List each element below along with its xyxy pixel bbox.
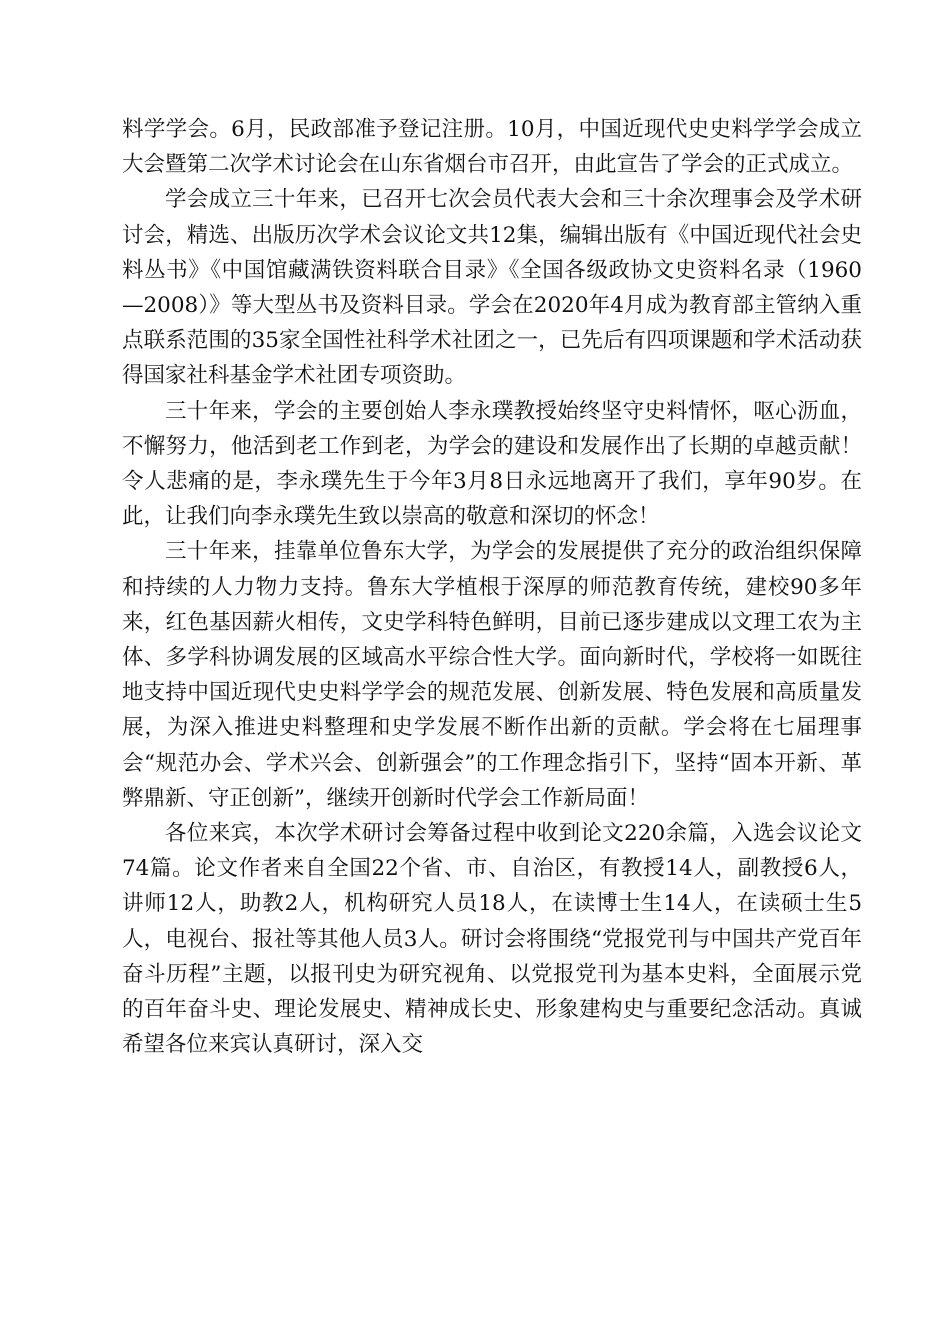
body-text [122, 112, 862, 1062]
paragraph-conference-papers: 各位来宾，本次学术研讨会筹备过程中收到论文220余篇，入选会议论文74篇。论文作者来自全国22个省、市、自治区，有教授14人，副教授6人，讲师12人，助教2人，机构研究人员18人，在读博士生14人，在读硕士生5人，电视台、报社等其他人员3人。研讨会将围绕“党报党刊与中国共产党百年奋斗历程”主题，以报刊史为研究视角、以党报党刊为基本史料，全面展示党的百年奋斗史、理论发展史、精神成长史、形象建构史与重要纪念活动。真诚希望各位来宾认真研讨，深入交 [122, 821, 862, 1058]
paragraph-host-university: 三十年来，挂靠单位鲁东大学，为学会的发展提供了充分的政治组织保障和持续的人力物力支持。鲁东大学植根于深厚的师范教育传统，建校90多年来，红色基因薪火相传，文史学科特色鲜明，目前已逐步建成以文理工农为主体、多学科协调发展的区域高水平综合性大学。面向新时代，学校将一如既往地支持中国近现代史史料学学会的规范发展、创新发展、特色发展和高质量发展，为深入推进史料整理和史学发展不断作出新的贡献。学会将在七届理事会“规范办会、学术兴会、创新强会”的工作理念指引下，坚持“固本开新、革弊鼎新、守正创新”，继续开创新时代学会工作新局面！ [122, 539, 862, 811]
paragraph-association-history: 学会成立三十年来，已召开七次会员代表大会和三十余次理事会及学术研讨会，精选、出版历次学术会议论文共12集，编辑出版有《中国近现代社会史料丛书》《中国馆藏满铁资料联合目录》《全国各级政协文史资料名录（1960—2008）》等大型丛书及资料目录。学会在2020年4月成为教育部主管纳入重点联系范围的35家全国性社科学术社团之一，已先后有四项课题和学术活动获得国家社科基金学术社团专项资助。 [122, 187, 862, 389]
paragraph-continued: 料学学会。6月，民政部准予登记注册。10月，中国近现代史史料学学会成立大会暨第二次学术讨论会在山东省烟台市召开，由此宣告了学会的正式成立。 [122, 117, 862, 178]
paragraph-founder-tribute: 三十年来，学会的主要创始人李永璞教授始终坚守史料情怀，呕心沥血，不懈努力，他活到老工作到老，为学会的建设和发展作出了长期的卓越贡献！令人悲痛的是，李永璞先生于今年3月8日永远地离开了我们，享年90岁。在此，让我们向李永璞先生致以崇高的敬意和深切的怀念！ [122, 398, 862, 530]
